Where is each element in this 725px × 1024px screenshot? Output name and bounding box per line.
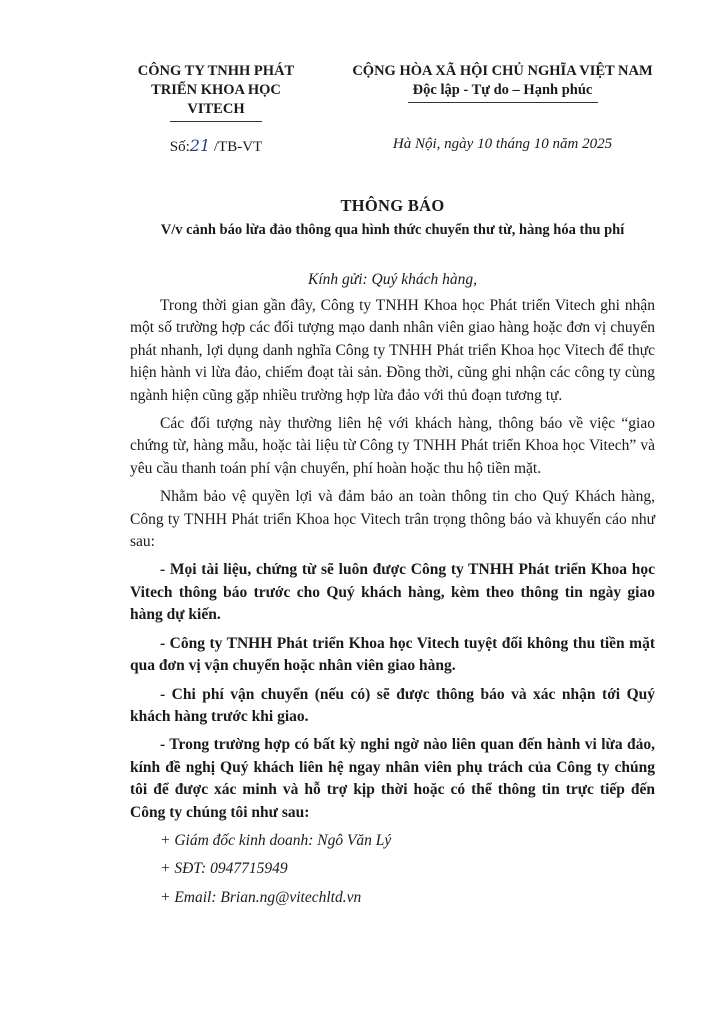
greeting: Kính gửi: Quý khách hàng,: [307, 271, 478, 288]
notice-item: - Chi phí vận chuyển (nếu có) sẽ được thông báo và xác nhận tới Quý khách hàng trước khi giao.: [130, 685, 655, 725]
contact-manager: + Giám đốc kinh doanh: Ngô Văn Lý: [160, 831, 392, 849]
company-underline: [170, 121, 262, 122]
doc-number-suffix: /TB-VT: [213, 139, 263, 155]
notice-item: - Trong trường hợp có bất kỳ nghi ngờ nào liên quan đến hành vi lừa đảo, kính đề nghị Quý khách liên hệ ngay nhân viên phụ trách của Công ty chúng tôi để được xác minh và hỗ trợ kịp thời hoặc có thể thông tin trực tiếp đến Công ty chúng tôi như sau:: [130, 736, 655, 821]
notice-item: - Công ty TNHH Phát triển Khoa học Vitech tuyệt đối không thu tiền mặt qua đơn vị vận chuyển hoặc nhân viên giao hàng.: [130, 634, 655, 675]
meta-row: [130, 136, 655, 156]
document-date: Hà Nội, ngày 10 tháng 10 năm 2025: [392, 136, 613, 152]
document-title: THÔNG BÁO: [340, 196, 445, 215]
company-block: [126, 62, 306, 122]
document-body: [130, 295, 655, 909]
document-header: [130, 62, 655, 122]
paragraph: Các đối tượng này thường liên hệ với khách hàng, thông báo về việc “giao chứng từ, hàng mẫu, hoặc tài liệu từ Công ty TNHH Phát triển Khoa học Vitech” và yêu cầu thanh toán phí vận chuyển, phí hoàn hoặc thu hộ tiền mặt.: [130, 415, 655, 477]
paragraph: Nhằm bảo vệ quyền lợi và đảm bảo an toàn thông tin cho Quý Khách hàng, Công ty TNHH Phát triển Khoa học Vitech trân trọng thông báo và khuyến cáo như sau:: [130, 488, 655, 551]
nation-block: [345, 62, 660, 122]
company-name-line1: CÔNG TY TNHH PHÁT: [137, 63, 295, 79]
paragraph: Trong thời gian gần đây, Công ty TNHH Khoa học Phát triển Vitech ghi nhận một số trường hợp các đối tượng mạo danh nhân viên giao hàng hoặc đơn vị chuyển phát nhanh, lợi dụng danh nghĩa Công ty TNHH Phát triển Khoa học Vitech để thực hiện hành vi lừa đảo, chiếm đoạt tài sản. Đồng thời, cũng ghi nhận các công ty cùng ngành hiện cũng gặp nhiều trường hợp lừa đảo với thủ đoạn tương tự.: [130, 297, 655, 404]
company-name-line2: TRIỂN KHOA HỌC VITECH: [151, 82, 281, 117]
nation-motto: Độc lập - Tự do – Hạnh phúc: [412, 82, 593, 98]
contact-phone: + SĐT: 0947715949: [160, 860, 288, 878]
doc-number-handwritten: 21: [189, 136, 211, 155]
notice-item: - Mọi tài liệu, chứng từ sẽ luôn được Công ty TNHH Phát triển Khoa học Vitech thông báo trước cho Quý khách hàng, kèm theo thông tin ngày giao hàng dự kiến.: [130, 561, 655, 624]
document-number: [126, 136, 306, 156]
document-subject: V/v cảnh báo lừa đảo thông qua hình thức chuyển thư từ, hàng hóa thu phí: [160, 222, 625, 238]
contact-email: + Email: Brian.ng@vitechltd.vn: [160, 888, 362, 906]
nation-title: CỘNG HÒA XÃ HỘI CHỦ NGHĨA VIỆT NAM: [352, 63, 653, 79]
doc-number-prefix: Số:: [169, 139, 190, 155]
motto-underline: [408, 102, 598, 103]
